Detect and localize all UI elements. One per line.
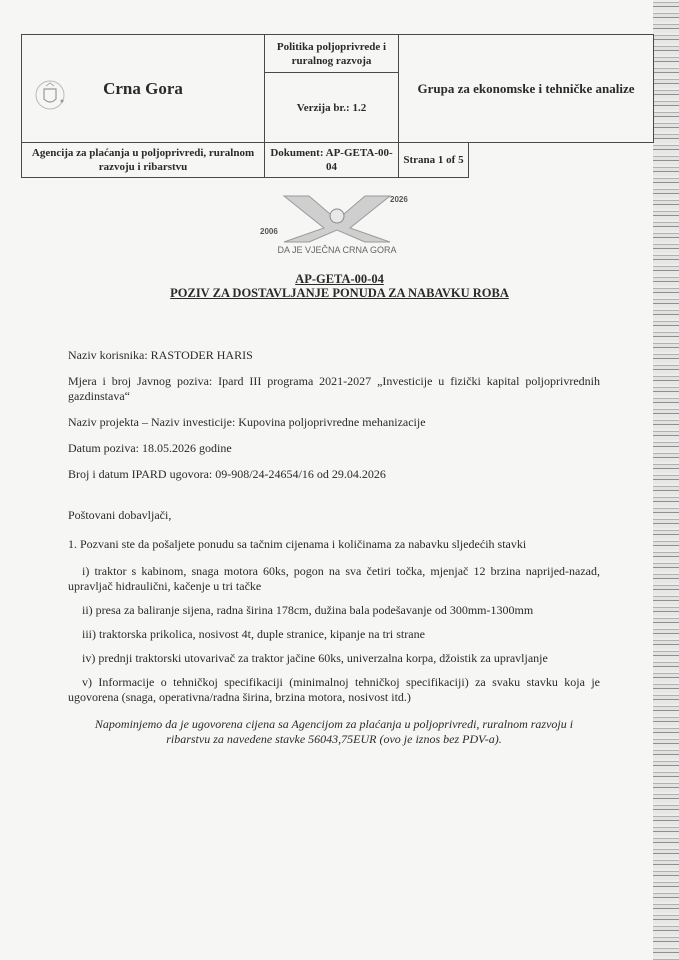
scan-edge-artifact bbox=[653, 0, 679, 960]
logo-year-start: 2006 bbox=[260, 227, 278, 236]
point-1: 1. Pozvani ste da pošaljete ponudu sa tačnim cijenama i količinama za nabavku sljedećih stavki bbox=[68, 537, 527, 551]
field-contract: Broj i datum IPARD ugovora: 09-908/24-24654/16 od 29.04.2026 bbox=[68, 467, 386, 481]
list-item: iii) traktorska prikolica, nosivost 4t, duple stranice, kipanje na tri strane bbox=[82, 627, 425, 641]
anniversary-logo bbox=[254, 190, 420, 256]
document-body bbox=[68, 348, 600, 759]
title-name: POZIV ZA DOSTAVLJANJE PONUDA ZA NABAVKU ROBA bbox=[170, 286, 509, 300]
greeting: Poštovani dobavljači, bbox=[68, 508, 172, 522]
list-item: iv) prednji traktorski utovarivač za traktor jačine 60ks, univerzalna korpa, džoistik za upravljanje bbox=[82, 651, 548, 665]
country-cell bbox=[22, 35, 265, 143]
coat-of-arms-icon bbox=[32, 77, 68, 113]
field-date: Datum poziva: 18.05.2026 godine bbox=[68, 441, 232, 455]
price-note: Napominjemo da je ugovorena cijena sa Agencijom za plaćanja u poljoprivredi, ruralnom razvoju i ribarstvu za navedene stavke 56043,75EUR (ovo je iznos bez PDV-a). bbox=[94, 717, 574, 746]
page-cell: Strana 1 of 5 bbox=[399, 143, 469, 178]
document-header-table bbox=[21, 34, 654, 178]
policy-cell: Politika poljoprivrede i ruralnog razvoja bbox=[265, 35, 399, 73]
agency-cell: Agencija za plaćanja u poljoprivredi, ruralnom razvoju i ribarstvu bbox=[22, 143, 265, 178]
document-title bbox=[0, 272, 679, 300]
group-cell: Grupa za ekonomske i tehničke analize bbox=[399, 35, 654, 143]
field-measure: Mjera i broj Javnog poziva: Ipard III programa 2021-2027 „Investicije u fizički kapital poljoprivrednih gazdinstava“ bbox=[68, 374, 600, 403]
logo-slogan: DA JE VJEČNA CRNA GORA bbox=[277, 245, 397, 255]
field-project: Naziv projekta – Naziv investicije: Kupovina poljoprivredne mehanizacije bbox=[68, 415, 426, 429]
title-code: AP-GETA-00-04 bbox=[295, 272, 384, 286]
version-cell: Verzija br.: 1.2 bbox=[265, 73, 399, 143]
logo-year-end: 2026 bbox=[390, 195, 408, 204]
list-item: v) Informacije o tehničkoj specifikaciji (minimalnoj tehničkoj specifikaciji) za svaku stavku koja je ugovorena (snaga, operativna/radna širina, brzina motora, nosivost itd.) bbox=[68, 675, 600, 704]
list-item: i) traktor s kabinom, snaga motora 60ks, pogon na sva četiri točka, mjenjač 12 brzina naprijed-nazad, upravljač hidraulični, kačenje u tri tačke bbox=[68, 564, 600, 593]
document-cell: Dokument: AP-GETA-00-04 bbox=[265, 143, 399, 178]
field-beneficiary: Naziv korisnika: RASTODER HARIS bbox=[68, 348, 253, 362]
country-name: Crna Gora bbox=[103, 78, 183, 98]
list-item: ii) presa za baliranje sijena, radna širina 178cm, dužina bala podešavanje od 300mm-1300mm bbox=[82, 603, 534, 617]
